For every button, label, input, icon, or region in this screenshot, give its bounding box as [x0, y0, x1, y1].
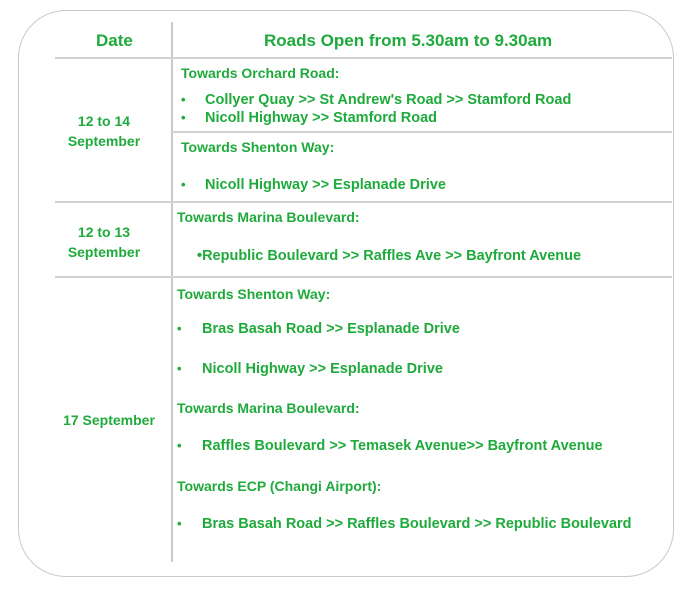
direction-heading: Towards Shenton Way: [181, 139, 335, 155]
direction-heading: Towards Marina Boulevard: [177, 209, 360, 225]
bullet-icon: • [181, 92, 186, 107]
roads-header: Roads Open from 5.30am to 9.30am [264, 31, 553, 50]
subrow-divider [172, 131, 672, 133]
bullet-icon: • [177, 321, 182, 336]
row-divider [55, 201, 672, 203]
direction-heading: Towards Shenton Way: [177, 286, 331, 302]
route-item: Bras Basah Road >> Raffles Boulevard >> Republic Boulevard [202, 516, 632, 532]
row-date: September [67, 133, 141, 149]
route-item: Bras Basah Road >> Esplanade Drive [202, 321, 460, 337]
direction-heading: Towards Orchard Road: [181, 65, 340, 81]
route-item: Nicoll Highway >> Stamford Road [205, 110, 438, 126]
route-item: Collyer Quay >> St Andrew's Road >> Stamford Road [205, 92, 572, 108]
route-item: •Republic Boulevard >> Raffles Ave >> Bayfront Avenue [197, 248, 582, 264]
direction-heading: Towards Marina Boulevard: [177, 400, 360, 416]
bullet-icon: • [181, 110, 186, 125]
row-date: 12 to 14 [77, 113, 131, 129]
row-date: 17 September [63, 412, 155, 428]
date-header: Date [96, 31, 133, 50]
direction-heading: Towards ECP (Changi Airport): [177, 478, 382, 494]
header-divider [55, 57, 672, 59]
bullet-icon: • [177, 361, 182, 376]
row-divider [55, 276, 672, 278]
column-divider [171, 22, 173, 562]
bullet-icon: • [177, 516, 182, 531]
bullet-icon: • [181, 177, 186, 192]
row-date: 12 to 13 [77, 224, 131, 240]
bullet-icon: • [177, 438, 182, 453]
route-item: Raffles Boulevard >> Temasek Avenue>> Bayfront Avenue [202, 438, 603, 454]
route-item: Nicoll Highway >> Esplanade Drive [205, 177, 446, 193]
route-item: Nicoll Highway >> Esplanade Drive [202, 361, 443, 377]
row-date: September [67, 244, 141, 260]
